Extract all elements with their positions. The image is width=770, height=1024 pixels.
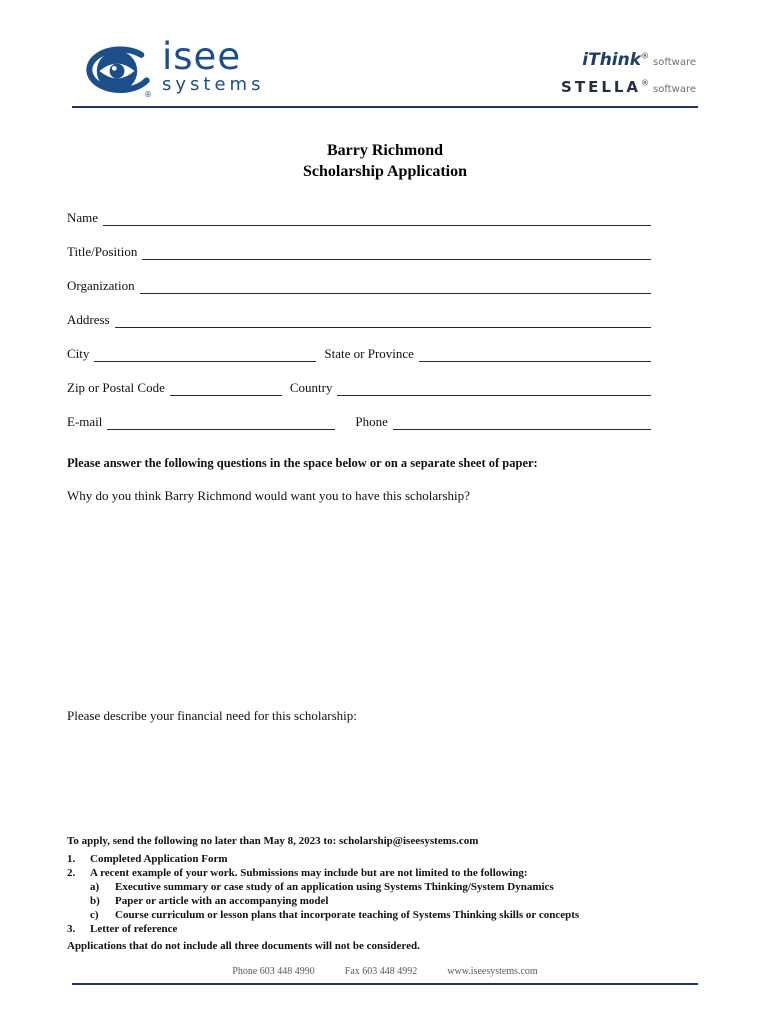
city-field-line[interactable]: [94, 346, 316, 362]
stella-registered-mark: ®: [641, 78, 650, 88]
brand-subname: systems: [162, 74, 265, 95]
list-letter: b): [90, 895, 100, 907]
ithink-registered-mark: ®: [641, 51, 650, 61]
email-field-line[interactable]: [107, 414, 335, 430]
zip-field-line[interactable]: [170, 380, 282, 396]
address-field-line[interactable]: [115, 312, 651, 328]
organization-label: Organization: [67, 278, 135, 293]
phone-label: Phone: [355, 414, 388, 429]
city-state-row: [67, 328, 651, 362]
title-position-row: [67, 226, 651, 260]
name-field-line[interactable]: [103, 210, 651, 226]
stella-logo: [561, 78, 696, 97]
apply-instructions: [67, 834, 698, 953]
zip-label: Zip or Postal Code: [67, 380, 165, 395]
ithink-software-label: software: [653, 57, 696, 68]
list-letter: a): [90, 881, 100, 893]
city-label: City: [67, 346, 90, 361]
list-item-2c: [67, 908, 698, 922]
title-position-field-line[interactable]: [142, 244, 651, 260]
product-logos: [561, 40, 696, 97]
list-text: Completed Application Form: [90, 853, 228, 865]
ithink-wordmark: iThink: [582, 50, 642, 70]
ithink-logo: [582, 50, 696, 70]
header: [0, 0, 770, 102]
questions-instruction: Please answer the following questions in the space below or on a separate sheet of paper:: [67, 456, 538, 470]
footer-phone: Phone 603 448 4990: [232, 966, 315, 977]
isee-eye-icon: [78, 40, 156, 102]
stella-software-label: software: [653, 84, 696, 95]
organization-row: [67, 260, 651, 294]
title-position-label: Title/Position: [67, 244, 138, 259]
organization-field-line[interactable]: [140, 278, 651, 294]
list-text: Paper or article with an accompanying model: [115, 895, 329, 907]
list-text: Course curriculum or lesson plans that incorporate teaching of Systems Thinking skills or concepts: [115, 909, 580, 921]
zip-country-row: [67, 362, 651, 396]
apply-intro: To apply, send the following no later than May 8, 2023 to: scholarship@iseesystems.com: [67, 835, 479, 847]
question-scholarship-reason: Why do you think Barry Richmond would want you to have this scholarship?: [67, 488, 470, 503]
country-field-line[interactable]: [337, 380, 651, 396]
isee-registered-mark: ®: [144, 90, 152, 99]
isee-logo: [78, 35, 265, 102]
footer-fax: Fax 603 448 4992: [344, 966, 418, 977]
list-letter: c): [90, 909, 99, 921]
name-label: Name: [67, 210, 99, 225]
title-line1: Barry Richmond: [327, 142, 443, 159]
list-item-1: [67, 852, 698, 866]
state-label: State or Province: [324, 346, 414, 361]
question-financial-need: Please describe your financial need for this scholarship:: [67, 708, 357, 723]
application-form: [67, 192, 651, 430]
address-label: Address: [67, 312, 110, 327]
footer-divider: [72, 983, 698, 985]
brand-text: [162, 35, 265, 96]
page-title: [0, 140, 770, 182]
list-number: 2.: [67, 867, 76, 879]
header-divider: [72, 106, 698, 108]
list-text: Executive summary or case study of an application using Systems Thinking/System Dynamics: [115, 881, 554, 893]
list-text: A recent example of your work. Submissions may include but are not limited to the following:: [90, 867, 528, 879]
address-row: [67, 294, 651, 328]
list-item-2: [67, 866, 698, 880]
state-field-line[interactable]: [419, 346, 651, 362]
list-text: Letter of reference: [90, 923, 178, 935]
list-number: 1.: [67, 853, 76, 865]
name-row: [67, 192, 651, 226]
list-item-2a: [67, 880, 698, 894]
list-number: 3.: [67, 923, 76, 935]
email-label: E-mail: [67, 414, 103, 429]
list-item-2b: [67, 894, 698, 908]
footer-website: www.iseesystems.com: [447, 966, 538, 977]
stella-wordmark: STELLA: [561, 78, 642, 96]
email-phone-row: [67, 396, 651, 430]
footer: [0, 966, 770, 977]
country-label: Country: [289, 380, 333, 395]
final-note: Applications that do not include all three documents will not be considered.: [67, 940, 420, 952]
list-item-3: [67, 922, 698, 936]
brand-name: isee: [162, 35, 242, 78]
title-line2: Scholarship Application: [302, 163, 468, 180]
phone-field-line[interactable]: [393, 414, 651, 430]
